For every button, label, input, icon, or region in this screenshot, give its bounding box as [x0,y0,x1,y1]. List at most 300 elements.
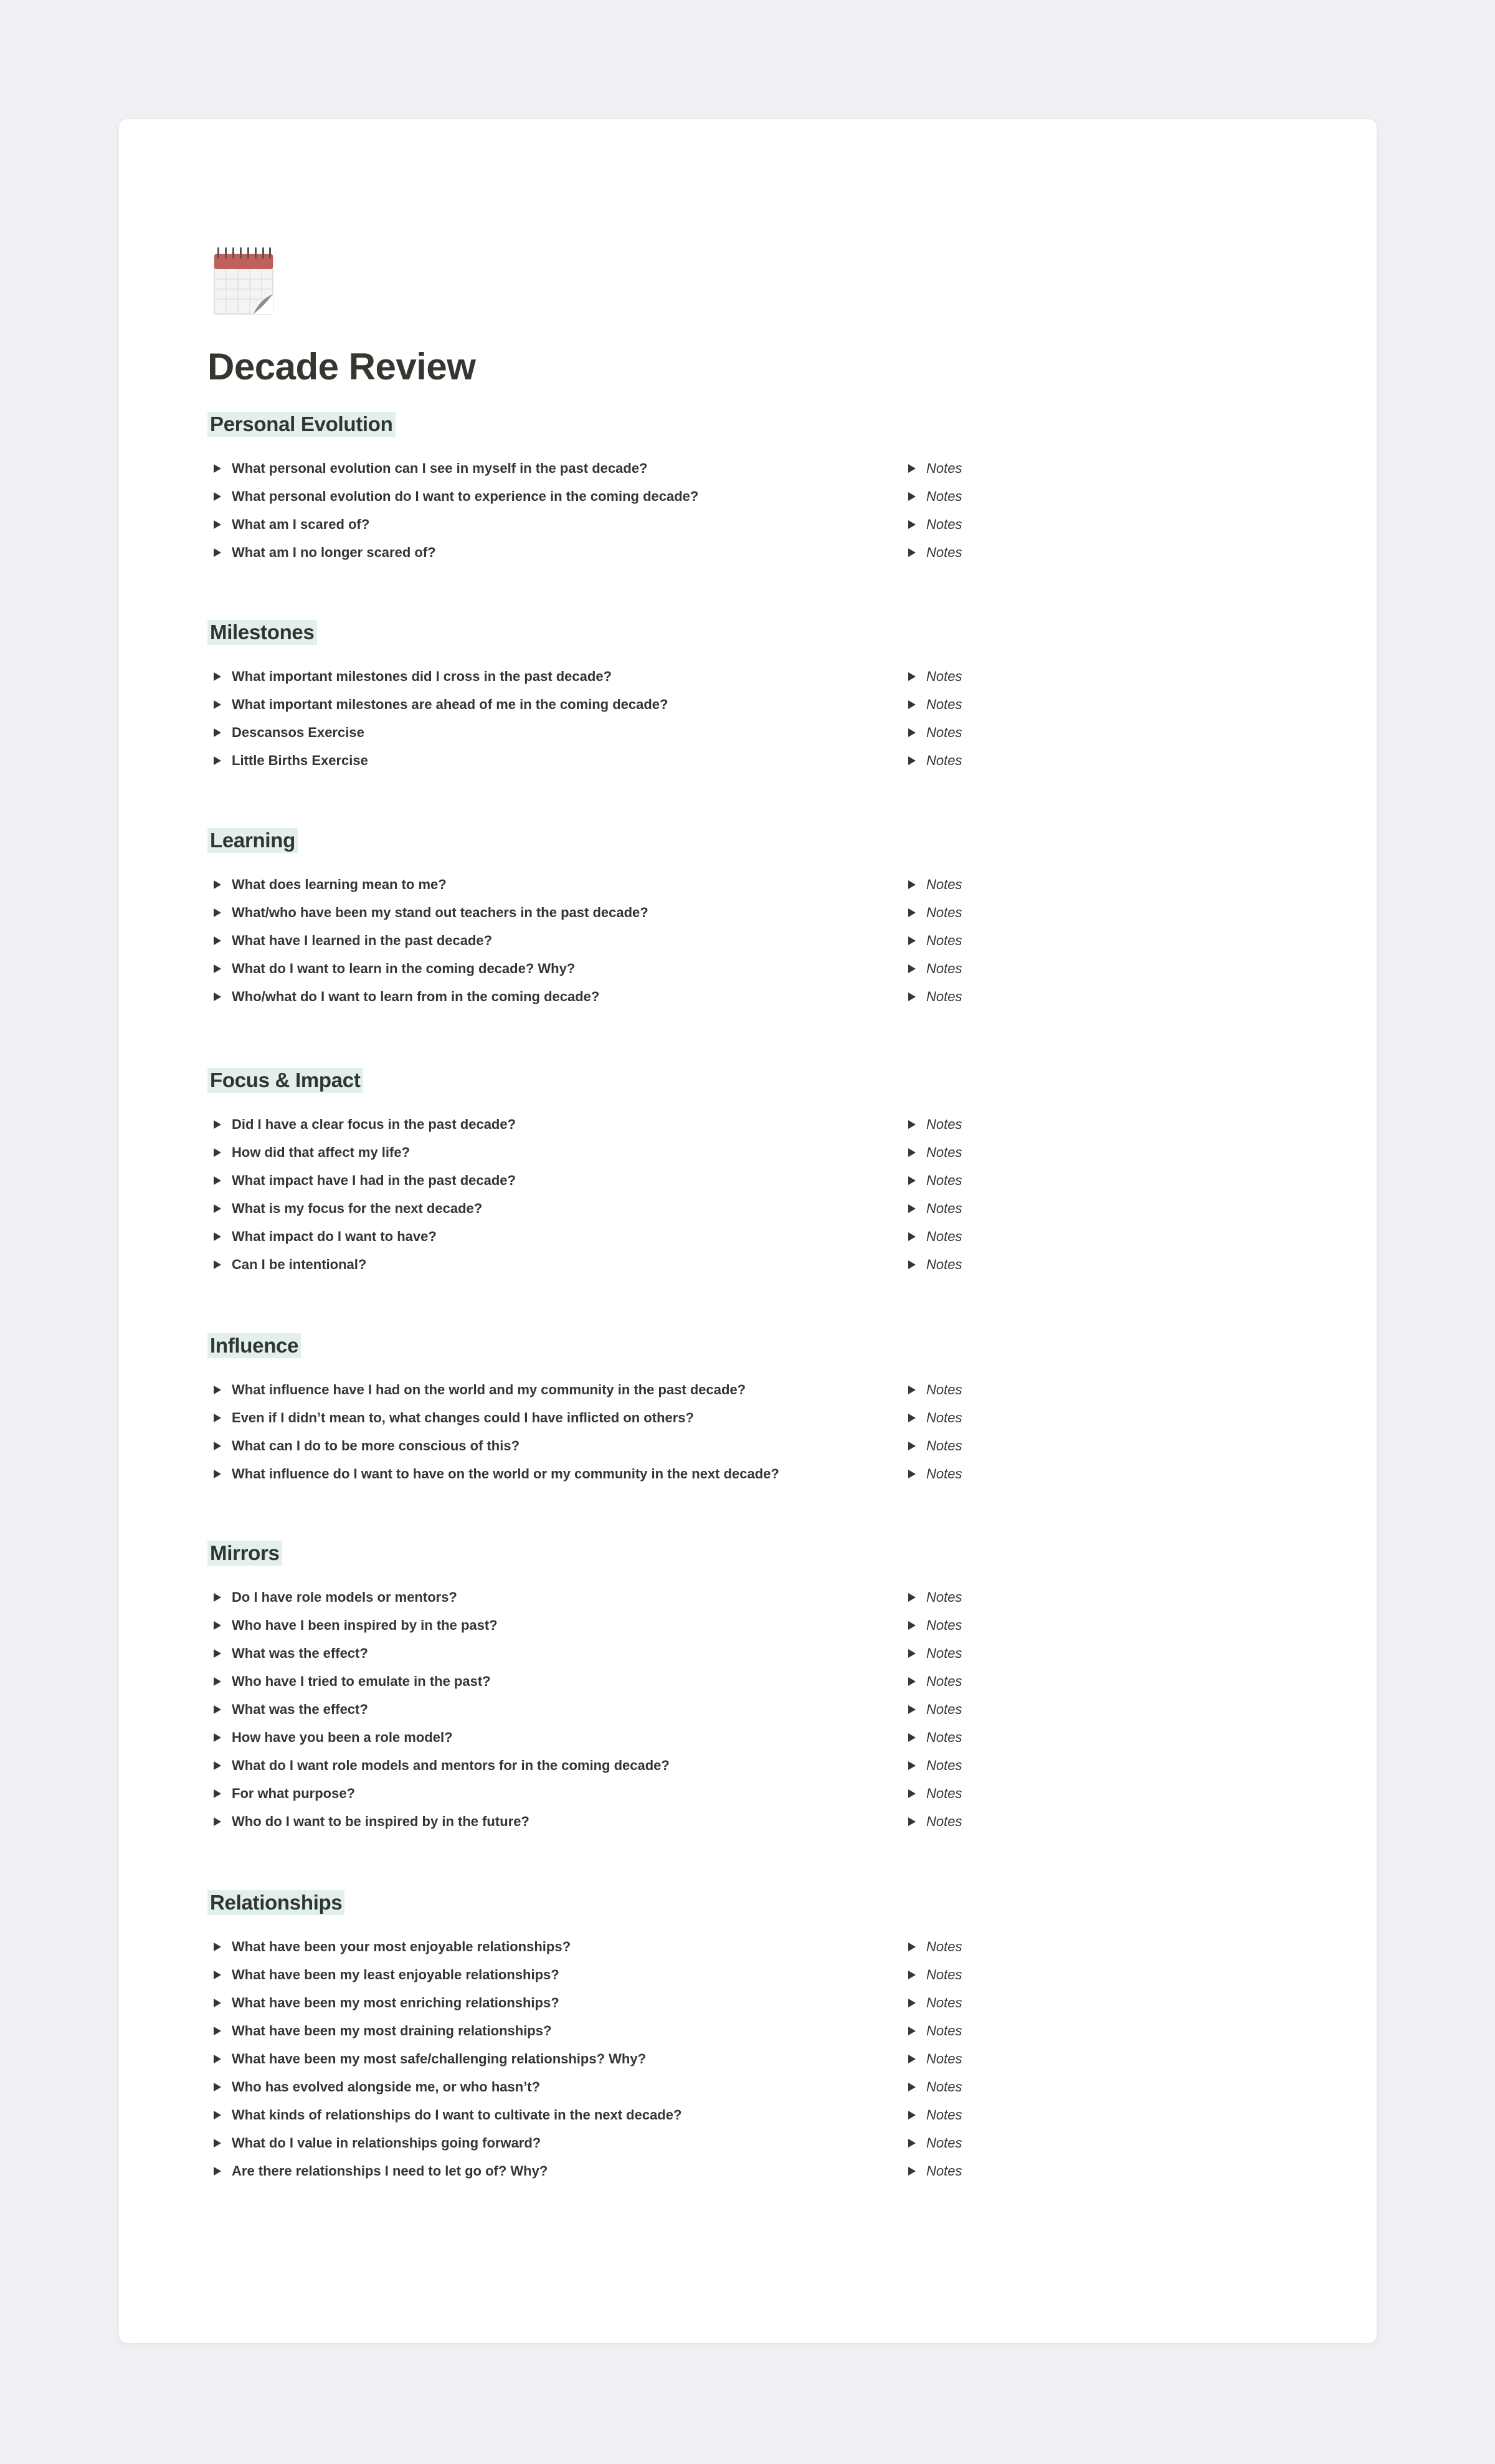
triangle-right-icon[interactable] [214,1148,221,1157]
notes-text: Notes [926,1729,962,1745]
triangle-right-icon[interactable] [908,464,916,473]
notes-text: Notes [926,1256,962,1272]
notes-toggle[interactable] [902,1807,962,1835]
triangle-right-icon[interactable] [214,1817,221,1826]
question-toggle[interactable] [207,1138,410,1166]
triangle-right-icon[interactable] [214,964,221,973]
notes-text: Notes [926,1116,962,1132]
notes-text: Notes [926,876,962,892]
list-item [207,1222,962,1250]
triangle-right-icon[interactable] [908,1176,916,1185]
notes-toggle[interactable] [902,954,962,982]
notes-toggle[interactable] [902,690,962,718]
triangle-right-icon[interactable] [908,1232,916,1241]
triangle-right-icon[interactable] [908,936,916,945]
toggle-list [207,1376,962,1488]
notes-toggle[interactable] [902,2157,962,2185]
triangle-right-icon[interactable] [908,728,916,737]
list-item [207,1639,962,1667]
list-item [207,1583,962,1611]
triangle-right-icon[interactable] [908,1204,916,1213]
list-item [207,482,962,510]
question-text: What/who have been my stand out teachers in the past decade? [232,904,648,920]
list-item [207,1695,962,1723]
triangle-right-icon[interactable] [908,672,916,681]
section-heading: Relationships [207,1890,344,1915]
triangle-right-icon[interactable] [908,2111,916,2119]
notes-toggle[interactable] [902,1723,962,1751]
question-toggle[interactable] [207,2073,540,2101]
question-toggle[interactable] [207,1933,571,1961]
triangle-right-icon[interactable] [908,964,916,973]
section-relationships [207,1890,962,2185]
list-item [207,2045,962,2073]
question-text: What personal evolution can I see in myself in the past decade? [232,460,648,476]
triangle-right-icon[interactable] [908,880,916,889]
question-toggle[interactable] [207,954,575,982]
triangle-right-icon[interactable] [908,908,916,917]
question-text: What influence have I had on the world and my community in the past decade? [232,1381,746,1397]
section-mirrors [207,1541,962,1835]
notes-text: Notes [926,904,962,920]
list-item [207,1194,962,1222]
notes-text: Notes [926,2134,962,2151]
section-milestones [207,620,962,774]
list-item [207,982,962,1011]
question-toggle[interactable] [207,1611,498,1639]
question-toggle[interactable] [207,510,369,538]
question-text: Did I have a clear focus in the past decade? [232,1116,516,1132]
question-text: Who do I want to be inspired by in the future? [232,1813,529,1829]
question-toggle[interactable] [207,1110,516,1138]
notes-text: Notes [926,988,962,1004]
notes-toggle[interactable] [902,1432,962,1460]
triangle-right-icon[interactable] [908,1817,916,1826]
question-toggle[interactable] [207,2045,646,2073]
list-item [207,1989,962,2017]
list-item [207,2101,962,2129]
question-toggle[interactable] [207,1404,694,1432]
list-item [207,954,962,982]
list-item [207,1460,962,1488]
triangle-right-icon[interactable] [908,1943,916,1951]
question-text: What have been my most draining relationships? [232,2022,552,2038]
triangle-right-icon[interactable] [214,1442,221,1450]
triangle-right-icon[interactable] [214,2111,221,2119]
triangle-right-icon[interactable] [214,2027,221,2035]
question-text: Can I be intentional? [232,1256,367,1272]
notes-text: Notes [926,1813,962,1829]
question-toggle[interactable] [207,1194,482,1222]
question-text: What personal evolution do I want to experience in the coming decade? [232,488,699,504]
triangle-right-icon[interactable] [214,992,221,1001]
triangle-right-icon[interactable] [214,728,221,737]
notes-toggle[interactable] [902,898,962,926]
question-text: What kinds of relationships do I want to cultivate in the next decade? [232,2106,682,2123]
notes-text: Notes [926,2050,962,2067]
question-toggle[interactable] [207,1460,779,1488]
calendar-icon[interactable] [212,245,275,315]
triangle-right-icon[interactable] [908,1677,916,1686]
question-toggle[interactable] [207,662,612,690]
question-text: What have been my most safe/challenging relationships? Why? [232,2050,647,2067]
notes-text: Notes [926,2078,962,2095]
question-toggle[interactable] [207,1639,368,1667]
triangle-right-icon[interactable] [214,756,221,765]
triangle-right-icon[interactable] [908,520,916,529]
list-item [207,662,962,690]
notes-text: Notes [926,724,962,740]
notes-text: Notes [926,1938,962,1954]
triangle-right-icon[interactable] [214,700,221,709]
notes-toggle[interactable] [902,2017,962,2045]
triangle-right-icon[interactable] [214,1470,221,1478]
notes-toggle[interactable] [902,1779,962,1807]
question-text: What important milestones did I cross in the past decade? [232,668,612,684]
question-toggle[interactable] [207,1695,368,1723]
question-toggle[interactable] [207,1807,529,1835]
triangle-right-icon[interactable] [214,936,221,945]
notes-text: Notes [926,1465,962,1482]
notes-toggle[interactable] [902,2129,962,2157]
question-toggle[interactable] [207,1667,491,1695]
notes-toggle[interactable] [902,1961,962,1989]
list-item [207,746,962,774]
notes-toggle[interactable] [902,1194,962,1222]
triangle-right-icon[interactable] [214,1260,221,1269]
triangle-right-icon[interactable] [908,1470,916,1478]
triangle-right-icon[interactable] [908,1789,916,1798]
triangle-right-icon[interactable] [214,1677,221,1686]
notes-toggle[interactable] [902,454,962,482]
question-toggle[interactable] [207,926,492,954]
toggle-list [207,1583,962,1835]
triangle-right-icon[interactable] [908,1999,916,2007]
notes-toggle[interactable] [902,718,962,746]
notes-toggle[interactable] [902,2101,962,2129]
question-toggle[interactable] [207,2017,551,2045]
toggle-list [207,662,962,774]
notes-toggle[interactable] [902,1933,962,1961]
list-item [207,870,962,898]
triangle-right-icon[interactable] [908,1621,916,1630]
question-toggle[interactable] [207,482,698,510]
question-text: What am I scared of? [232,516,370,532]
question-toggle[interactable] [207,1222,437,1250]
list-item [207,1166,962,1194]
notes-toggle[interactable] [902,1110,962,1138]
notes-text: Notes [926,2162,962,2179]
triangle-right-icon[interactable] [908,1705,916,1714]
question-text: Who/what do I want to learn from in the coming decade? [232,988,600,1004]
triangle-right-icon[interactable] [214,1733,221,1742]
notes-text: Notes [926,2106,962,2123]
question-text: How have you been a role model? [232,1729,453,1745]
triangle-right-icon[interactable] [908,2027,916,2035]
question-text: What have been my most enriching relationships? [232,1994,559,2010]
list-item [207,1961,962,1989]
question-toggle[interactable] [207,1166,516,1194]
notes-toggle[interactable] [902,1138,962,1166]
section-heading: Focus & Impact [207,1068,363,1093]
question-toggle[interactable] [207,1961,559,1989]
notes-text: Notes [926,1589,962,1605]
triangle-right-icon[interactable] [214,2055,221,2063]
notes-text: Notes [926,516,962,532]
notes-text: Notes [926,488,962,504]
triangle-right-icon[interactable] [214,1649,221,1658]
list-item [207,690,962,718]
triangle-right-icon[interactable] [908,1148,916,1157]
triangle-right-icon[interactable] [214,2167,221,2176]
notes-toggle[interactable] [902,1667,962,1695]
notes-toggle[interactable] [902,1250,962,1278]
question-text: Who has evolved alongside me, or who hasn’t? [232,2078,541,2095]
question-text: What can I do to be more conscious of this? [232,1437,520,1453]
question-text: What does learning mean to me? [232,876,447,892]
notes-toggle[interactable] [902,1404,962,1432]
question-text: What impact have I had in the past decade? [232,1172,516,1188]
notes-text: Notes [926,1228,962,1244]
page-title: Decade Review [207,346,476,388]
notes-text: Notes [926,1757,962,1773]
list-item [207,538,962,566]
notes-text: Notes [926,1673,962,1689]
triangle-right-icon[interactable] [908,756,916,765]
notes-toggle[interactable] [902,510,962,538]
question-toggle[interactable] [207,1723,453,1751]
notes-text: Notes [926,696,962,712]
triangle-right-icon[interactable] [908,1971,916,1979]
triangle-right-icon[interactable] [214,1971,221,1979]
triangle-right-icon[interactable] [214,1232,221,1241]
notes-text: Notes [926,1437,962,1453]
list-item [207,926,962,954]
notes-toggle[interactable] [902,538,962,566]
question-text: What was the effect? [232,1645,368,1661]
notes-toggle[interactable] [902,746,962,774]
notes-toggle[interactable] [902,1989,962,2017]
toggle-list [207,1933,962,2185]
question-toggle[interactable] [207,538,436,566]
list-item [207,2017,962,2045]
notes-toggle[interactable] [902,1639,962,1667]
section-heading: Milestones [207,620,317,645]
triangle-right-icon[interactable] [214,492,221,501]
question-toggle[interactable] [207,1583,457,1611]
notes-toggle[interactable] [902,1222,962,1250]
list-item [207,2157,962,2185]
notes-text: Notes [926,460,962,476]
question-text: Descansos Exercise [232,724,364,740]
notes-toggle[interactable] [902,1583,962,1611]
triangle-right-icon[interactable] [908,2139,916,2148]
triangle-right-icon[interactable] [908,1593,916,1602]
triangle-right-icon[interactable] [214,2139,221,2148]
notes-text: Notes [926,668,962,684]
notes-toggle[interactable] [902,1695,962,1723]
toggle-list [207,1110,962,1278]
notes-text: Notes [926,1994,962,2010]
question-text: Are there relationships I need to let go of? Why? [232,2162,548,2179]
list-item [207,454,962,482]
question-text: What impact do I want to have? [232,1228,437,1244]
list-item [207,1751,962,1779]
question-toggle[interactable] [207,898,648,926]
notes-toggle[interactable] [902,982,962,1011]
list-item [207,718,962,746]
triangle-right-icon[interactable] [908,1120,916,1129]
section-focus-impact [207,1068,962,1278]
question-toggle[interactable] [207,1989,559,2017]
triangle-right-icon[interactable] [214,1943,221,1951]
section-heading: Mirrors [207,1541,282,1566]
list-item [207,1404,962,1432]
triangle-right-icon[interactable] [214,672,221,681]
section-learning [207,828,962,1011]
notes-text: Notes [926,932,962,948]
question-text: Little Births Exercise [232,752,368,768]
triangle-right-icon[interactable] [908,1442,916,1450]
question-text: What do I want role models and mentors for in the coming decade? [232,1757,670,1773]
section-heading: Personal Evolution [207,412,396,437]
list-item [207,1667,962,1695]
triangle-right-icon[interactable] [908,2167,916,2176]
section-heading: Learning [207,828,298,853]
triangle-right-icon[interactable] [214,464,221,473]
question-toggle[interactable] [207,2129,541,2157]
triangle-right-icon[interactable] [214,1386,221,1394]
notes-text: Notes [926,544,962,560]
question-toggle[interactable] [207,1779,355,1807]
question-text: What was the effect? [232,1701,368,1717]
question-toggle[interactable] [207,1432,520,1460]
notes-toggle[interactable] [902,1166,962,1194]
triangle-right-icon[interactable] [908,992,916,1001]
question-text: Who have I been inspired by in the past? [232,1617,498,1633]
notes-toggle[interactable] [902,2073,962,2101]
toggle-list [207,870,962,1011]
question-text: Who have I tried to emulate in the past? [232,1673,491,1689]
notes-text: Notes [926,752,962,768]
triangle-right-icon[interactable] [214,548,221,557]
triangle-right-icon[interactable] [214,1120,221,1129]
notes-toggle[interactable] [902,482,962,510]
notes-text: Notes [926,1381,962,1397]
triangle-right-icon[interactable] [908,492,916,501]
notes-toggle[interactable] [902,1460,962,1488]
question-text: How did that affect my life? [232,1144,411,1160]
section-influence [207,1333,962,1488]
question-text: What have I learned in the past decade? [232,932,493,948]
notes-toggle[interactable] [902,2045,962,2073]
triangle-right-icon[interactable] [214,1414,221,1422]
question-text: For what purpose? [232,1785,355,1801]
list-item [207,2129,962,2157]
question-toggle[interactable] [207,2101,681,2129]
triangle-right-icon[interactable] [214,1761,221,1770]
question-text: What do I value in relationships going forward? [232,2134,541,2151]
triangle-right-icon[interactable] [214,520,221,529]
triangle-right-icon[interactable] [214,1789,221,1798]
notes-text: Notes [926,1144,962,1160]
triangle-right-icon[interactable] [214,1593,221,1602]
triangle-right-icon[interactable] [214,1705,221,1714]
question-text: Even if I didn’t mean to, what changes could I have inflicted on others? [232,1409,694,1425]
list-item [207,1250,962,1278]
notes-text: Notes [926,2022,962,2038]
triangle-right-icon[interactable] [214,1176,221,1185]
toggle-list [207,454,962,566]
question-text: What important milestones are ahead of me in the coming decade? [232,696,668,712]
list-item [207,1807,962,1835]
triangle-right-icon[interactable] [908,2055,916,2063]
list-item [207,1376,962,1404]
notes-text: Notes [926,1200,962,1216]
question-toggle[interactable] [207,870,447,898]
triangle-right-icon[interactable] [908,548,916,557]
triangle-right-icon[interactable] [908,1386,916,1394]
question-toggle[interactable] [207,982,599,1011]
list-item [207,1138,962,1166]
notes-toggle[interactable] [902,870,962,898]
notes-toggle[interactable] [902,1376,962,1404]
triangle-right-icon[interactable] [908,2083,916,2091]
notes-toggle[interactable] [902,662,962,690]
triangle-right-icon[interactable] [214,880,221,889]
notes-text: Notes [926,1701,962,1717]
triangle-right-icon[interactable] [908,1761,916,1770]
list-item [207,898,962,926]
triangle-right-icon[interactable] [908,1733,916,1742]
question-toggle[interactable] [207,1250,366,1278]
triangle-right-icon[interactable] [214,908,221,917]
notes-toggle[interactable] [902,1611,962,1639]
question-toggle[interactable] [207,1751,670,1779]
question-toggle[interactable] [207,746,368,774]
question-text: What do I want to learn in the coming decade? Why? [232,960,576,976]
list-item [207,1779,962,1807]
section-heading: Influence [207,1333,301,1358]
notes-text: Notes [926,1785,962,1801]
question-toggle[interactable] [207,690,668,718]
question-toggle[interactable] [207,454,648,482]
notes-toggle[interactable] [902,926,962,954]
triangle-right-icon[interactable] [908,1649,916,1658]
triangle-right-icon[interactable] [214,2083,221,2091]
section-personal-evolution [207,412,962,566]
question-toggle[interactable] [207,718,364,746]
list-item [207,2073,962,2101]
question-text: Do I have role models or mentors? [232,1589,457,1605]
question-text: What influence do I want to have on the world or my community in the next decade? [232,1465,779,1482]
list-item [207,1110,962,1138]
triangle-right-icon[interactable] [214,1204,221,1213]
triangle-right-icon[interactable] [908,1260,916,1269]
notes-text: Notes [926,1172,962,1188]
notes-toggle[interactable] [902,1751,962,1779]
triangle-right-icon[interactable] [908,700,916,709]
triangle-right-icon[interactable] [908,1414,916,1422]
page-card [119,119,1377,2343]
question-toggle[interactable] [207,2157,548,2185]
question-toggle[interactable] [207,1376,746,1404]
list-item [207,510,962,538]
question-text: What am I no longer scared of? [232,544,436,560]
notes-text: Notes [926,1409,962,1425]
triangle-right-icon[interactable] [214,1999,221,2007]
triangle-right-icon[interactable] [214,1621,221,1630]
